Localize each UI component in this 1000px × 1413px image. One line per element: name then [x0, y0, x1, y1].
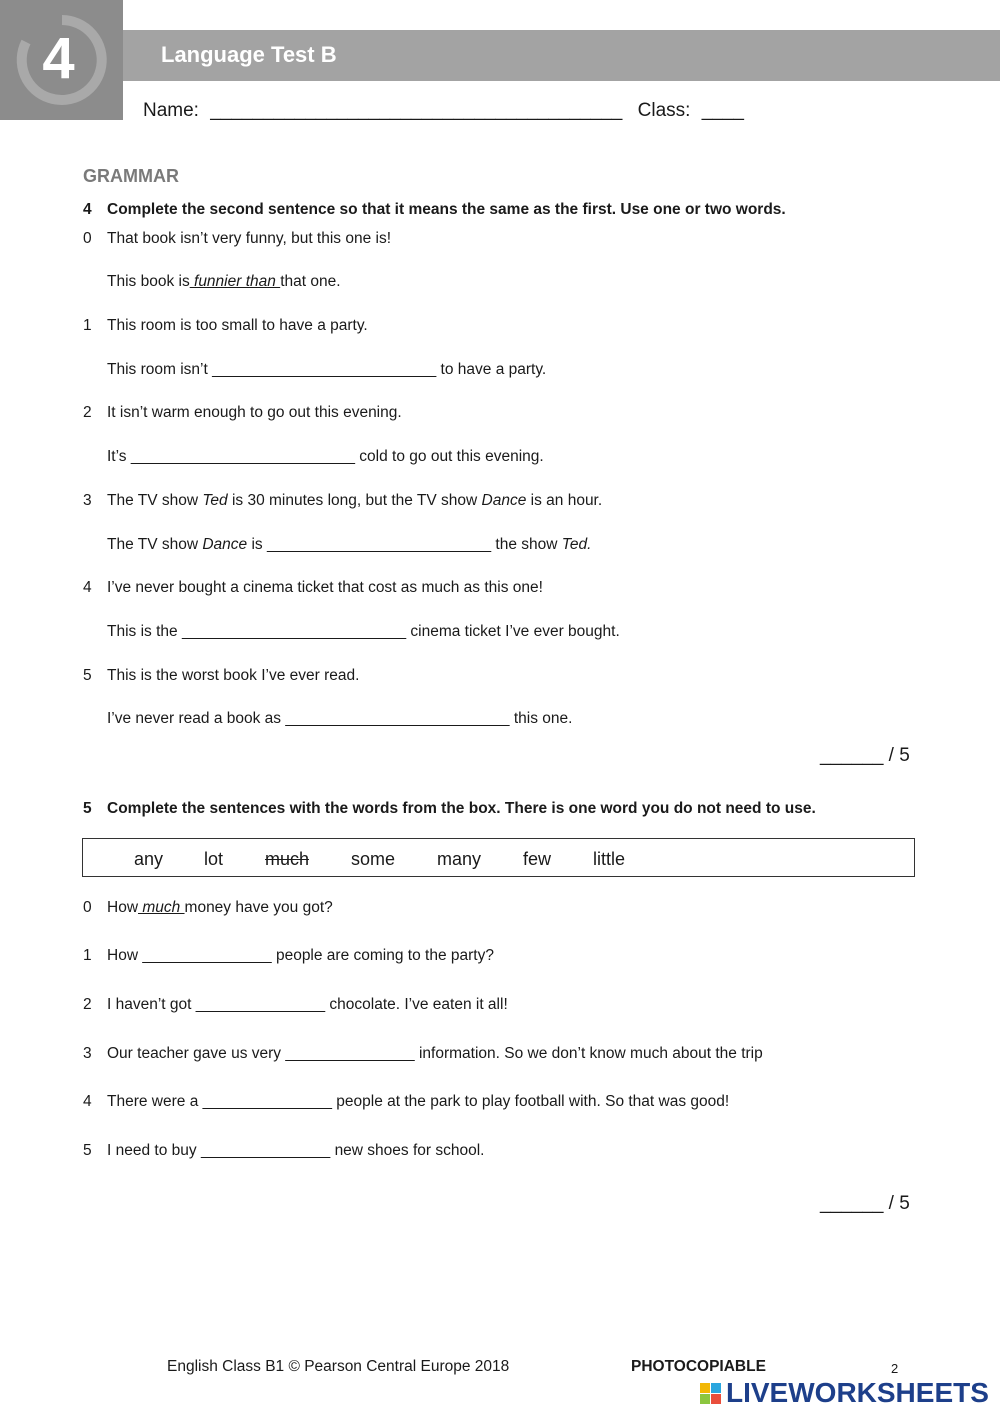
sentence-text: I haven’t got: [107, 996, 192, 1013]
sentence-text: that one.: [280, 273, 341, 290]
unit-number: 4: [42, 26, 75, 91]
item-number: 4: [83, 579, 92, 596]
sentence-text: new shoes for school.: [334, 1142, 485, 1159]
answer-blank[interactable]: __________________________: [285, 710, 510, 727]
ex5-item-2: [83, 996, 508, 1014]
sentence-text: The TV show: [107, 492, 203, 509]
sentence-text: is: [247, 536, 263, 553]
sentence-text: This book is: [107, 273, 190, 290]
ex4-item-2-second: [107, 448, 544, 466]
footer-photocopiable: PHOTOCOPIABLE: [631, 1358, 766, 1375]
class-label: Class:: [637, 100, 691, 121]
answer-blank[interactable]: _______________: [202, 1093, 332, 1110]
instruction-text: Complete the sentences with the words from the box. There is one word you do not need to use.: [107, 800, 816, 817]
sentence-text: There were a: [107, 1093, 199, 1110]
example-answer: funnier than: [189, 273, 281, 290]
sentence-text: money have you got?: [184, 899, 333, 916]
name-field[interactable]: _______________________________________: [210, 100, 623, 121]
word-many: many: [437, 849, 482, 869]
item-number: 3: [83, 492, 92, 509]
word-little: little: [593, 849, 626, 869]
sentence-text: is 30 minutes long, but the TV show: [227, 492, 482, 509]
sentence-text: Our teacher gave us very: [107, 1045, 282, 1062]
page-title: Language Test B: [161, 42, 337, 67]
section-title: GRAMMAR: [83, 166, 179, 186]
exercise-4-instruction: [83, 201, 786, 219]
exercise-5-score: ______ / 5: [820, 1193, 910, 1214]
sentence-text: information. So we don’t know much about the trip: [418, 1045, 763, 1062]
sentence-text: people at the park to play football with. So that was good!: [336, 1093, 730, 1110]
example-answer: much: [138, 899, 185, 916]
word-box: [82, 838, 915, 877]
sentence-text: It isn’t warm enough to go out this evening.: [107, 404, 402, 421]
sentence-text: It’s: [107, 448, 127, 465]
show-title: Dance: [202, 536, 248, 553]
sentence-text: I’ve never bought a cinema ticket that cost as much as this one!: [107, 579, 543, 596]
sentence-text: This room is too small to have a party.: [107, 317, 368, 334]
ex4-item-3-second: [107, 536, 591, 554]
item-number: 2: [83, 404, 92, 421]
ex4-item-2-first: [83, 404, 402, 422]
ex5-item-3: [83, 1045, 763, 1063]
brand-name: LIVEWORKSHEETS: [726, 1377, 989, 1408]
answer-blank[interactable]: _______________: [200, 1142, 331, 1159]
ex4-item-1-second: [107, 361, 546, 379]
sentence-text: cinema ticket I’ve ever bought.: [410, 623, 620, 640]
name-class-row: [143, 100, 750, 122]
answer-blank[interactable]: __________________________: [130, 448, 355, 465]
word-much-used: much: [265, 849, 310, 869]
answer-blank[interactable]: __________________________: [212, 361, 437, 378]
answer-blank[interactable]: _______________: [142, 947, 272, 964]
sentence-text: cold to go out this evening.: [359, 448, 544, 465]
ex5-item-0: [83, 899, 333, 917]
item-number: 5: [83, 667, 92, 684]
exercise-number: 4: [83, 201, 92, 218]
exercise-5-instruction: [83, 800, 816, 818]
item-number: 1: [83, 947, 92, 964]
word-lot: lot: [204, 849, 224, 869]
ex4-item-5-second: [107, 710, 572, 728]
item-number: 1: [83, 317, 92, 334]
cube-icon: [700, 1383, 722, 1405]
page-number: 2: [891, 1361, 899, 1376]
word-any: any: [134, 849, 164, 869]
sentence-text: to have a party.: [440, 361, 547, 378]
ex4-item-5-first: [83, 667, 360, 685]
word-few: few: [523, 849, 552, 869]
ex4-item-4-second: [107, 623, 620, 641]
sentence-text: people are coming to the party?: [275, 947, 494, 964]
ex5-item-5: [83, 1142, 485, 1160]
sentence-text: the show: [495, 536, 562, 553]
sentence-text: How: [107, 947, 139, 964]
word-some: some: [351, 849, 396, 869]
sentence-text: How: [107, 899, 139, 916]
exercise-4-score: ______ / 5: [820, 745, 910, 766]
title-bar: [123, 30, 1000, 81]
class-field[interactable]: ____: [701, 100, 744, 121]
show-title: Ted.: [561, 536, 592, 553]
instruction-text: Complete the second sentence so that it means the same as the first. Use one or two words.: [107, 201, 786, 218]
ex4-item-4-first: [83, 579, 543, 597]
ex4-item-3-first: [83, 492, 603, 510]
unit-number-box: [0, 0, 123, 120]
ex5-item-4: [83, 1093, 730, 1111]
sentence-text: That book isn’t very funny, but this one is!: [107, 230, 392, 247]
answer-blank[interactable]: __________________________: [266, 536, 492, 553]
sentence-text: I’ve never read a book as: [107, 710, 282, 727]
liveworksheets-logo[interactable]: [700, 1377, 995, 1409]
sentence-text: This is the worst book I’ve ever read.: [107, 667, 360, 684]
answer-blank[interactable]: _______________: [285, 1045, 415, 1062]
sentence-text: This room isn’t: [107, 361, 208, 378]
sentence-text: is an hour.: [526, 492, 603, 509]
sentence-text: This is the: [107, 623, 178, 640]
sentence-text: The TV show: [107, 536, 203, 553]
show-title: Ted: [202, 492, 228, 509]
ex4-item-0-first: [83, 230, 392, 248]
sentence-text: this one.: [513, 710, 573, 727]
name-label: Name:: [143, 100, 199, 121]
item-number: 0: [83, 230, 92, 247]
item-number: 3: [83, 1045, 92, 1062]
ex5-item-1: [83, 947, 494, 965]
footer-copyright: English Class B1 © Pearson Central Europe 2018: [167, 1358, 510, 1375]
sentence-text: chocolate. I’ve eaten it all!: [329, 996, 508, 1013]
item-number: 4: [83, 1093, 92, 1110]
answer-blank[interactable]: _______________: [195, 996, 326, 1013]
ex4-item-0-second: [107, 273, 341, 291]
sentence-text: I need to buy: [107, 1142, 197, 1159]
item-number: 2: [83, 996, 92, 1013]
item-number: 0: [83, 899, 92, 916]
ex4-item-1-first: [83, 317, 368, 335]
answer-blank[interactable]: __________________________: [181, 623, 407, 640]
show-title: Dance: [481, 492, 527, 509]
item-number: 5: [83, 1142, 92, 1159]
exercise-number: 5: [83, 800, 92, 817]
